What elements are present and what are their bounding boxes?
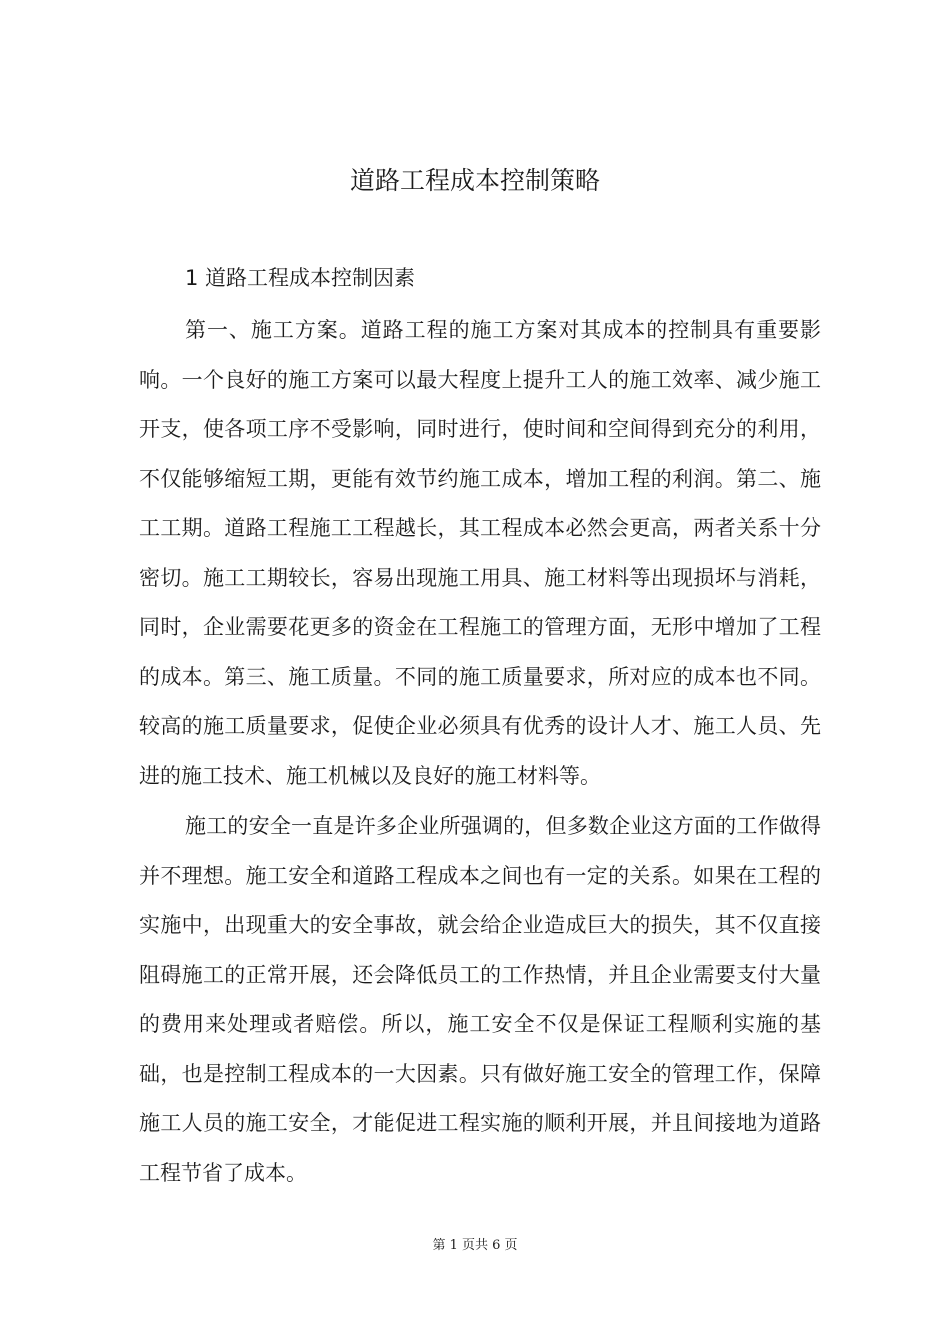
- paragraph-construction-safety: 施工的安全一直是许多企业所强调的，但多数企业这方面的工作做得并不理想。施工安全和道路工程成本之间也有一定的关系。如果在工程的实施中，出现重大的安全事故，就会给企业造成巨大的损失，其不仅直接阻碍施工的正常开展，还会降低员工的工作热情，并且企业需要支付大量的费用来处理或者赔偿。所以，施工安全不仅是保证工程顺利实施的基础，也是控制工程成本的一大因素。只有做好施工安全的管理工作，保障施工人员的施工安全，才能促进工程实施的顺利开展，并且间接地为道路工程节省了成本。: [139, 814, 821, 1185]
- paragraph-construction-factors: 第一、施工方案。道路工程的施工方案对其成本的控制具有重要影响。一个良好的施工方案可以最大程度上提升工人的施工效率、减少施工开支，使各项工序不受影响，同时进行，使时间和空间得到充分的利用，不仅能够缩短工期，更能有效节约施工成本，增加工程的利润。第二、施工工期。道路工程施工工程越长，其工程成本必然会更高，两者关系十分密切。施工工期较长，容易出现施工用具、施工材料等出现损坏与消耗，同时，企业需要花更多的资金在工程施工的管理方面，无形中增加了工程的成本。第三、施工质量。不同的施工质量要求，所对应的成本也不同。较高的施工质量要求，促使企业必须具有优秀的设计人才、施工人员、先进的施工技术、施工机械以及良好的施工材料等。: [139, 318, 821, 788]
- section-heading: 1 道路工程成本控制因素: [185, 266, 416, 290]
- page-number-footer: 第 1 页共 6 页: [432, 1238, 518, 1253]
- document-title: 道路工程成本控制策略: [349, 166, 600, 195]
